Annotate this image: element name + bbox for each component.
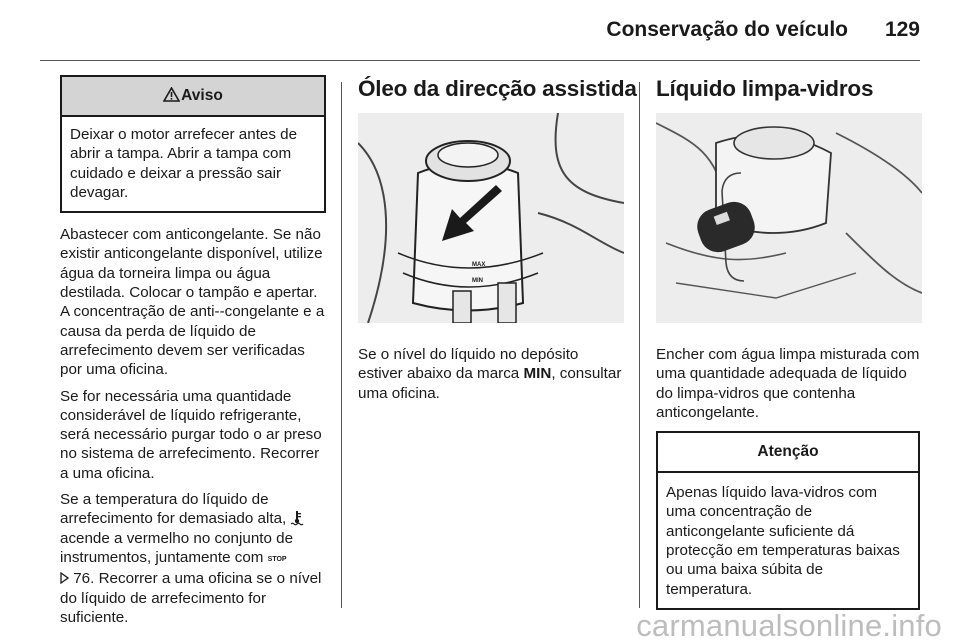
power-steering-text [358, 345, 624, 403]
column-power-steering [358, 75, 637, 410]
watermark: carmanualsonline.info [636, 608, 942, 643]
page-reference-link[interactable]: 76 [73, 570, 91, 588]
paragraph-3-text-b: acende a vermelho no conjunto de instrumentos, juntamente com [60, 529, 294, 566]
washer-reservoir-drawing [656, 113, 922, 323]
notice-title: Atenção [658, 433, 918, 473]
washer-fluid-title: Líquido limpa-vidros [656, 76, 874, 101]
washer-fluid-text: Encher com água limpa misturada com uma quantidade adequada de líquido do limpa-vidros que contenha anticongelante. [656, 346, 920, 421]
warning-header [62, 77, 324, 117]
min-mark-label: MIN [523, 365, 552, 383]
paragraph-3-text-c: . Recorrer a uma oficina se o nível do líquido de arrefecimento for suficiente. [60, 570, 322, 626]
column-washer-fluid [656, 75, 920, 610]
power-steering-reservoir-illustration [358, 113, 624, 323]
power-steering-text-b: , consultar uma oficina. [358, 365, 622, 402]
warning-text: Deixar o motor arrefecer antes de abrir a tampa. Abrir a tampa com cuidado e deixar a pressão sair devagar. [70, 126, 298, 201]
column-divider-2 [639, 82, 640, 608]
warning-box [60, 75, 326, 213]
page-number: 129 [884, 18, 920, 41]
coolant-paragraph-1: Abastecer com anticongelante. Se não existir anticongelante disponível, utilize água da torneira limpa ou água destilada. Colocar o tampão e apertar. A concentração de anti--congelante e a causa da perda de líquido de arrefecimento devem ser verificadas por uma oficina. [60, 226, 325, 379]
power-steering-text-a: Se o nível do líquido no depósito estiver abaixo da marca [358, 346, 579, 383]
power-steering-title: Óleo da direcção assistida [358, 76, 637, 101]
reservoir-min-label: MIN [472, 278, 483, 284]
page-reference-arrow-icon [60, 572, 69, 584]
reservoir-drawing [358, 113, 624, 323]
coolant-temperature-icon [290, 510, 304, 526]
column-coolant [60, 75, 326, 634]
stop-symbol: STOP [267, 555, 287, 563]
column-divider-1 [341, 82, 342, 608]
warning-title: Aviso [181, 87, 223, 104]
notice-box [656, 431, 920, 610]
coolant-paragraph-3 [60, 490, 326, 627]
warning-triangle-icon [163, 87, 180, 102]
chapter-title: Conservação do veículo [606, 18, 848, 41]
paragraph-3-text-a: Se a temperatura do líquido de arrefecimento for demasiado alta, [60, 491, 287, 528]
reservoir-max-label: MAX [472, 262, 486, 268]
coolant-paragraph-2: Se for necessária uma quantidade considerável de líquido refrigerante, será necessário purgar todo o ar preso no sistema de arrefecimento. Recorrer a uma oficina. [60, 387, 322, 482]
washer-fluid-reservoir-illustration [656, 113, 922, 323]
notice-text: Apenas líquido lava-vidros com uma concentração de anticongelante suficiente dá protecção em temperaturas baixas ou uma baixa súbita de temperatura. [666, 484, 900, 598]
page-header [40, 14, 920, 50]
header-divider [40, 60, 920, 61]
